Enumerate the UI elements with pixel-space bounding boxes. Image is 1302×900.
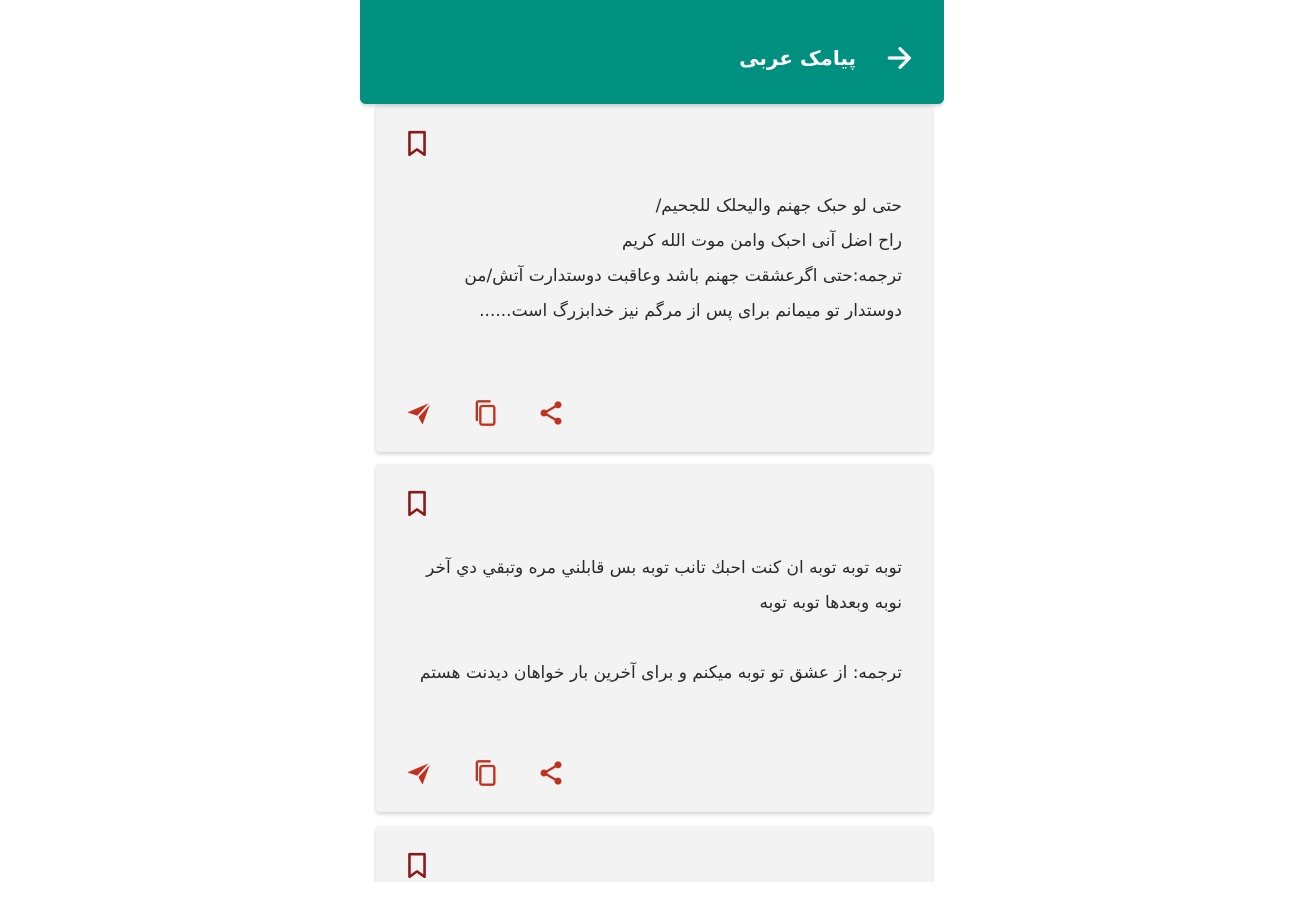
page-title: پیامک عربی (739, 46, 856, 70)
copy-button[interactable] (468, 756, 502, 790)
share-button[interactable] (534, 756, 568, 790)
bookmark-icon (404, 490, 430, 518)
app-screen (360, 0, 944, 882)
bookmark-icon (404, 130, 430, 158)
message-card (376, 826, 932, 882)
card-actions (402, 756, 568, 790)
send-icon (405, 759, 433, 787)
message-text: حتی لو حبک جهنم والیحلک للجحیم/ راح اضل آنی احبک وامن موت الله کریم ترجمه:حتی اگرعشقت جهنم باشد وعاقبت دوستدارت آتش/من دوستدار تو میمانم برای پس از مرگم نیز خدابزرگ است...... (464, 196, 902, 321)
message-list[interactable] (360, 104, 944, 882)
share-icon (537, 399, 565, 427)
bookmark-button[interactable] (404, 852, 430, 880)
arrow-right-icon (884, 42, 916, 74)
share-icon (537, 759, 565, 787)
send-button[interactable] (402, 396, 436, 430)
send-button[interactable] (402, 756, 436, 790)
copy-icon (471, 399, 499, 427)
message-card (376, 464, 932, 812)
back-button[interactable] (880, 38, 920, 78)
bookmark-button[interactable] (404, 490, 430, 518)
app-bar (360, 0, 944, 104)
copy-icon (471, 759, 499, 787)
card-actions (402, 396, 568, 430)
message-text: توبه توبه توبه ان كنت احبك تانب توبه بس قابلني مره وتبقي دي آخر نوبه وبعدها توبه توبه ترجمه: از عشق تو توبه میکنم و برای آخرین بار خواهان دیدنت هستم (419, 558, 902, 683)
bookmark-button[interactable] (404, 130, 430, 158)
share-button[interactable] (534, 396, 568, 430)
send-icon (405, 399, 433, 427)
bookmark-icon (404, 852, 430, 880)
message-card (376, 104, 932, 452)
copy-button[interactable] (468, 396, 502, 430)
